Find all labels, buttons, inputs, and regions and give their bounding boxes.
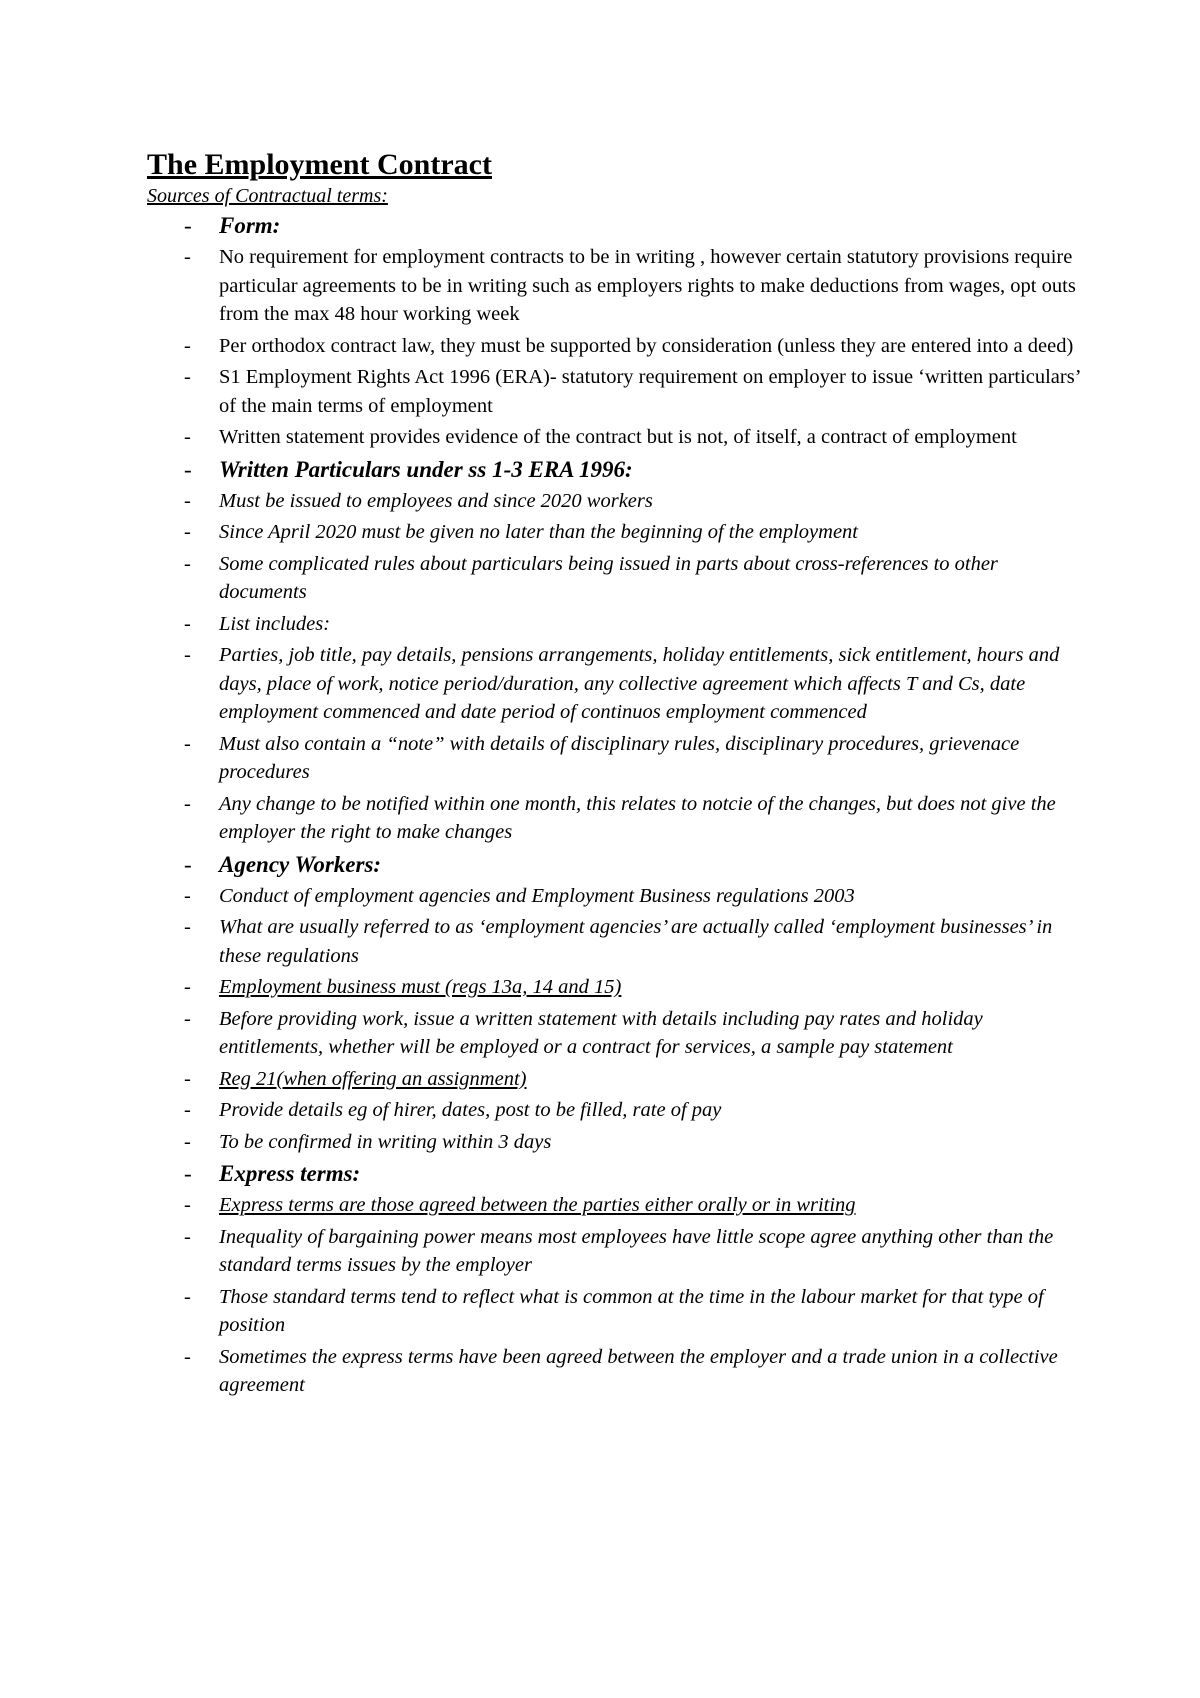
list-item-text: Must also contain a “note” with details of disciplinary rules, disciplinary procedures, grievenace procedures bbox=[219, 732, 1020, 783]
list-item bbox=[147, 487, 1087, 516]
list-item bbox=[147, 423, 1087, 452]
bullet-dash: - bbox=[184, 644, 191, 666]
list-item-text: What are usually referred to as ‘employment agencies’ are actually called ‘employment businesses’ in these regulations bbox=[219, 916, 1053, 967]
bullet-dash: - bbox=[184, 916, 191, 938]
bullet-dash: - bbox=[184, 884, 191, 907]
list-item-text: Per orthodox contract law, they must be supported by consideration (unless they are entered into a deed) bbox=[219, 334, 1074, 357]
list-item bbox=[147, 1065, 1087, 1094]
bullet-dash: - bbox=[184, 366, 191, 388]
list-item bbox=[147, 641, 1087, 727]
list-item bbox=[147, 1096, 1087, 1125]
list-item-text: Some complicated rules about particulars being issued in parts about cross-references to other documents bbox=[219, 552, 998, 603]
bullet-dash: - bbox=[184, 1130, 191, 1153]
list-item-text: Written statement provides evidence of the contract but is not, of itself, a contract of employment bbox=[219, 426, 1017, 448]
list-item-text: No requirement for employment contracts to be in writing , however certain statutory provisions require particular agreements to be in writing such as employers rights to make deductions from wages, opt outs from the max 48 hour working week bbox=[219, 246, 1076, 325]
list-item bbox=[147, 1283, 1087, 1340]
bullet-dash: - bbox=[184, 1099, 191, 1121]
section-heading bbox=[147, 850, 1087, 880]
list-item-text: Since April 2020 must be given no later than the beginning of the employment bbox=[219, 521, 858, 543]
list-item-text: S1 Employment Rights Act 1996 (ERA)- statutory requirement on employer to issue ‘written particulars’ of the main terms of employment bbox=[219, 366, 1081, 417]
list-item bbox=[147, 610, 1087, 639]
bullet-dash: - bbox=[184, 1285, 191, 1308]
bullet-dash: - bbox=[184, 1067, 191, 1090]
list-item bbox=[147, 730, 1087, 787]
bullet-dash: - bbox=[184, 521, 191, 543]
bullet-dash: - bbox=[184, 732, 191, 755]
bullet-dash: - bbox=[184, 1345, 191, 1368]
list-item-text: Before providing work, issue a written statement with details including pay rates and holiday entitlements, whether will be employed or a contract for services, a sample pay statement bbox=[219, 1007, 983, 1058]
list-item bbox=[147, 518, 1087, 547]
list-item-text: Express terms: bbox=[219, 1161, 361, 1186]
section-heading bbox=[147, 1159, 1087, 1189]
list-item bbox=[147, 1191, 1087, 1220]
list-item bbox=[147, 1223, 1087, 1280]
bullet-dash: - bbox=[184, 792, 191, 815]
list-item-text: Must be issued to employees and since 2020 workers bbox=[219, 489, 653, 512]
list-item bbox=[147, 790, 1087, 847]
document-page bbox=[147, 148, 1087, 1403]
bullet-dash: - bbox=[184, 612, 191, 635]
list-item bbox=[147, 550, 1087, 607]
list-item-text: Provide details eg of hirer, dates, post to be filled, rate of pay bbox=[219, 1099, 722, 1121]
bullet-dash: - bbox=[184, 1194, 191, 1216]
list-item bbox=[147, 882, 1087, 911]
list-item-text: Reg 21(when offering an assignment) bbox=[219, 1067, 527, 1090]
bullet-dash: - bbox=[184, 976, 191, 998]
bullet-dash: - bbox=[184, 489, 191, 512]
document-title: The Employment Contract bbox=[147, 148, 492, 181]
list-item-text: List includes: bbox=[219, 612, 331, 635]
list-item-text: Written Particulars under ss 1-3 ERA 1996: bbox=[219, 456, 633, 482]
bullet-dash: - bbox=[184, 1225, 191, 1248]
bullet-dash: - bbox=[184, 426, 191, 448]
section-heading bbox=[147, 455, 1087, 485]
list-item-text: Form: bbox=[219, 213, 281, 238]
list-item bbox=[147, 363, 1087, 420]
bullet-dash: - bbox=[184, 552, 191, 575]
list-item-text: Employment business must (regs 13a, 14 and 15) bbox=[219, 976, 622, 998]
list-item bbox=[147, 243, 1087, 329]
list-item-text: Sometimes the express terms have been agreed between the employer and a trade union in a collective agreement bbox=[219, 1345, 1058, 1396]
list-item bbox=[147, 973, 1087, 1002]
list-item-text: Express terms are those agreed between the parties either orally or in writing bbox=[219, 1194, 856, 1216]
bullet-dash: - bbox=[184, 246, 191, 268]
list-item-text: Conduct of employment agencies and Employment Business regulations 2003 bbox=[219, 884, 855, 907]
list-item-text: Inequality of bargaining power means most employees have little scope agree anything other than the standard terms issues by the employer bbox=[219, 1225, 1054, 1276]
list-item bbox=[147, 1128, 1087, 1157]
list-item-text: To be confirmed in writing within 3 days bbox=[219, 1130, 552, 1153]
section-subtitle: Sources of Contractual terms: bbox=[147, 185, 388, 207]
bullet-dash: - bbox=[184, 334, 191, 357]
bullet-dash: - bbox=[184, 1161, 192, 1186]
list-item bbox=[147, 1343, 1087, 1400]
list-item-text: Any change to be notified within one month, this relates to notcie of the changes, but does not give the employer the right to make changes bbox=[219, 792, 1056, 843]
bullet-dash: - bbox=[184, 1007, 191, 1030]
list-item-text: Agency Workers: bbox=[219, 851, 382, 877]
bullet-dash: - bbox=[184, 456, 192, 482]
bullet-dash: - bbox=[184, 213, 192, 238]
list-item bbox=[147, 332, 1087, 361]
list-item-text: Parties, job title, pay details, pensions arrangements, holiday entitlements, sick entitlement, hours and days, place of work, notice period/duration, any collective agreement which affects T and Cs, date employment commenced and date period of continuos employment commenced bbox=[219, 644, 1060, 723]
section-heading bbox=[147, 211, 1087, 241]
bullet-list bbox=[147, 211, 1087, 1400]
list-item-text: Those standard terms tend to reflect what is common at the time in the labour market for that type of position bbox=[219, 1285, 1044, 1336]
list-item bbox=[147, 913, 1087, 970]
bullet-dash: - bbox=[184, 851, 192, 877]
list-item bbox=[147, 1005, 1087, 1062]
